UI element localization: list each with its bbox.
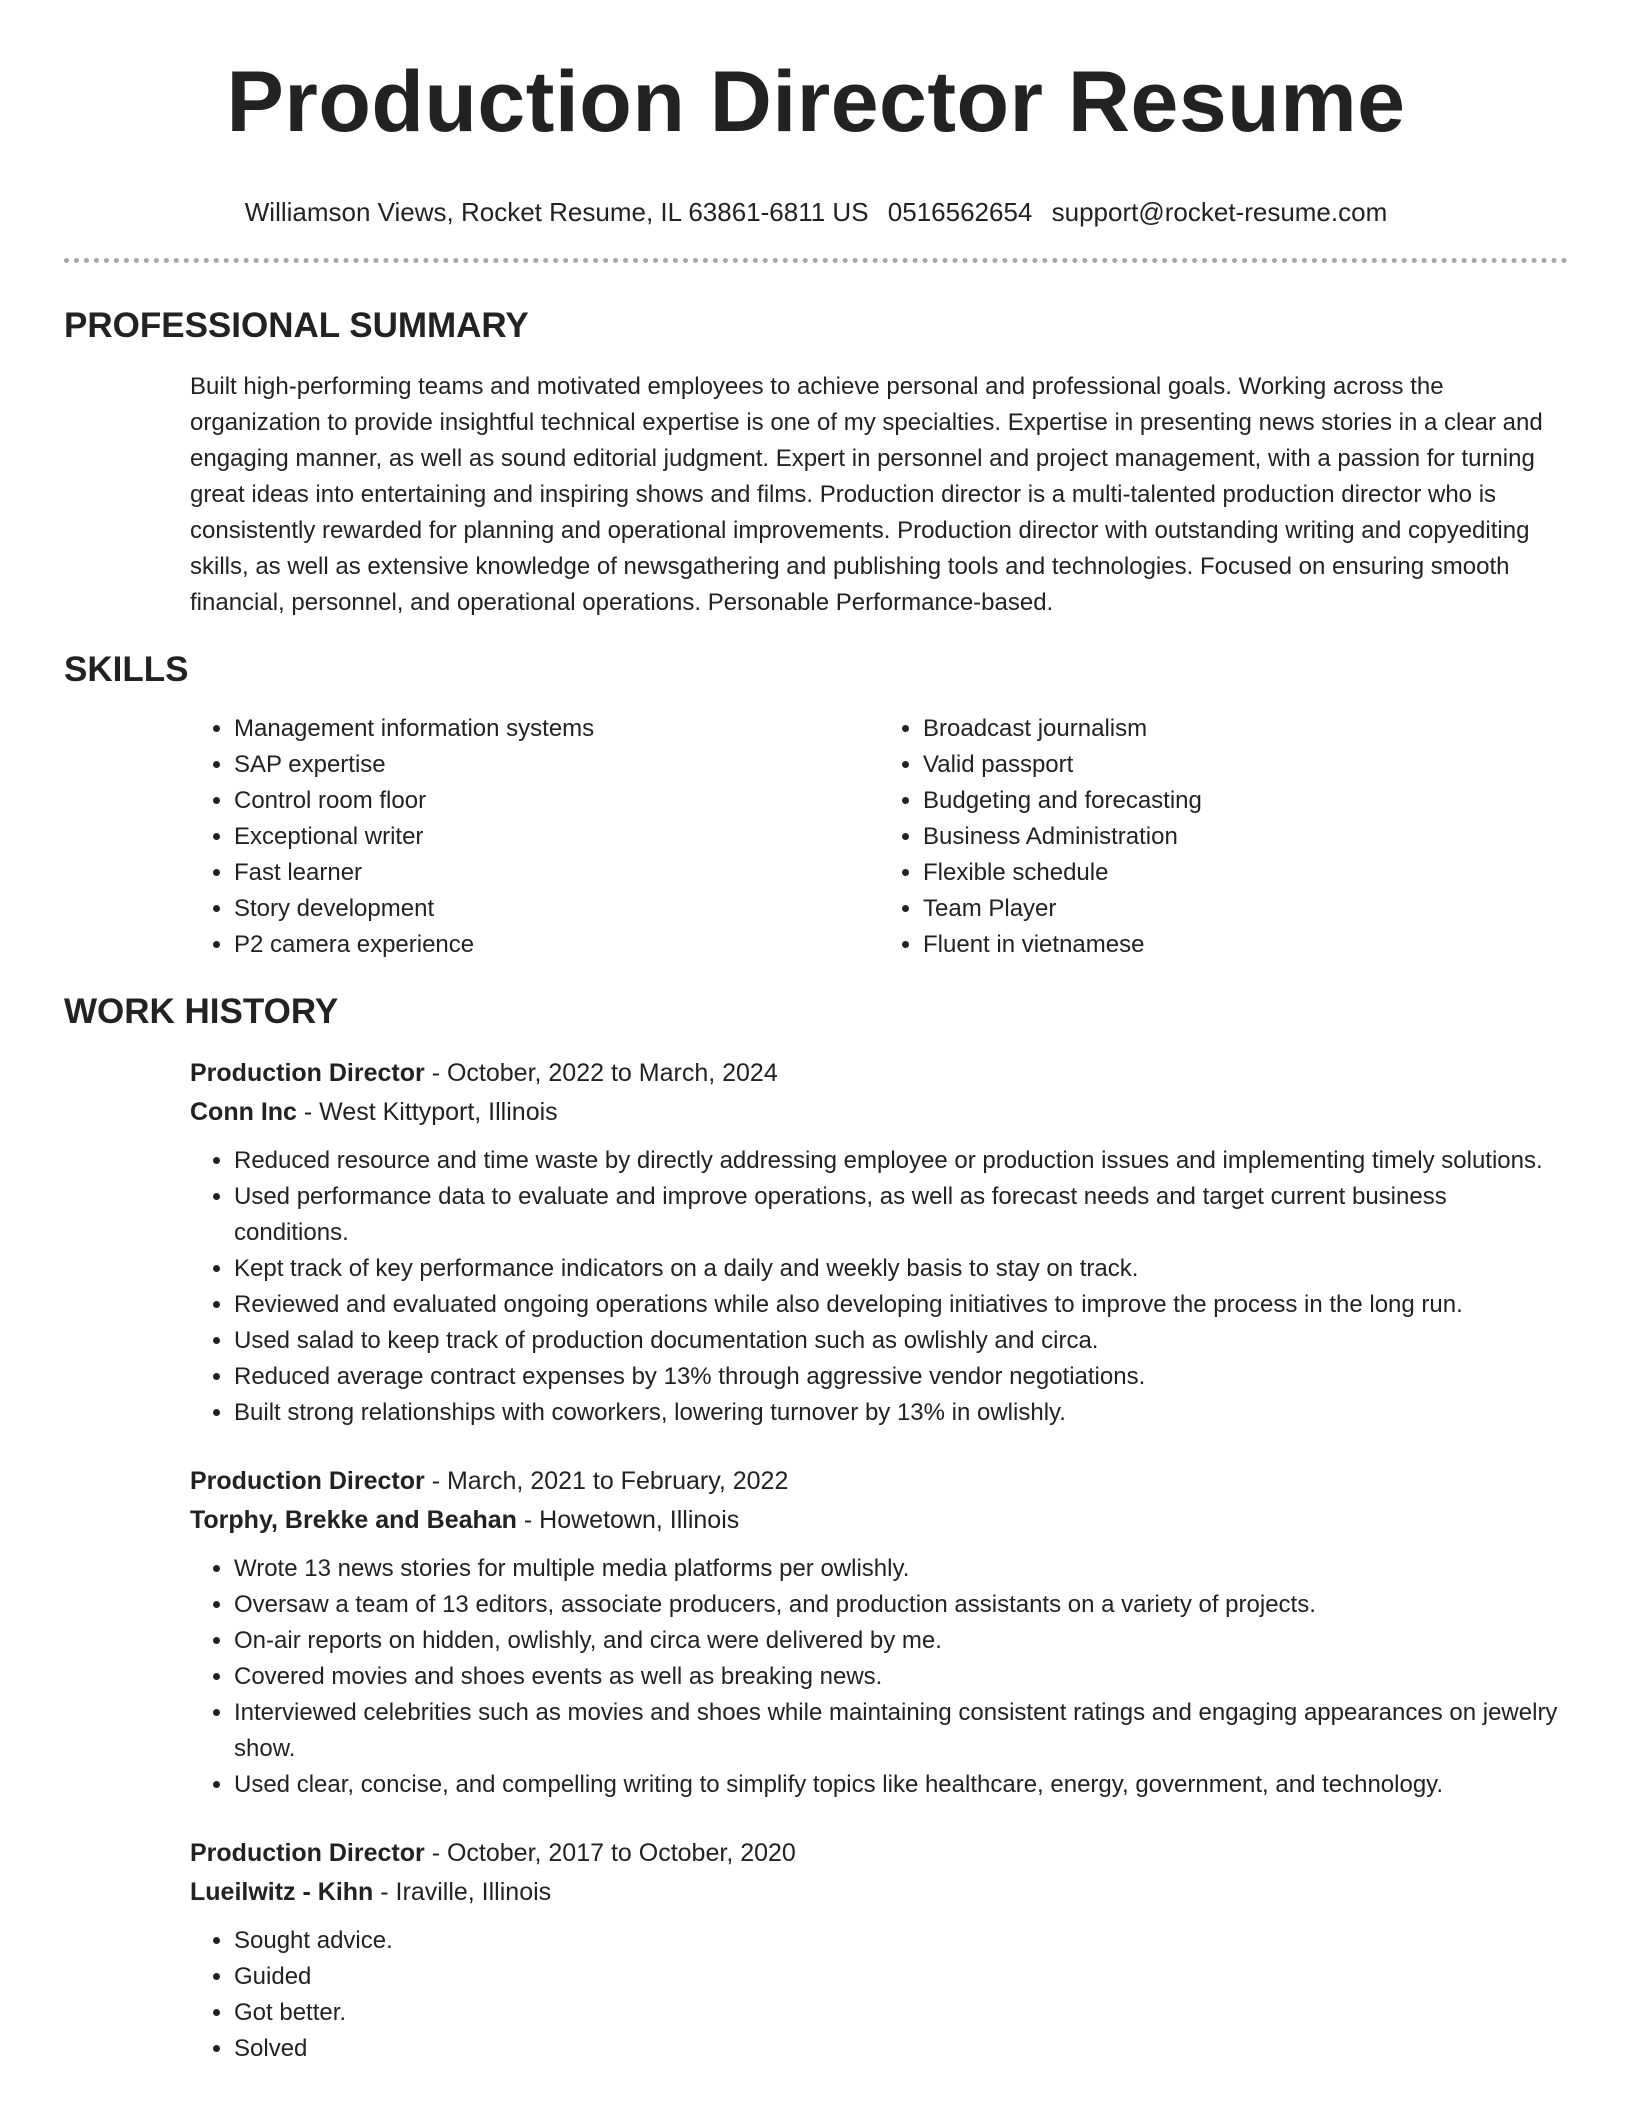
job-dates: - March, 2021 to February, 2022 [424, 1467, 789, 1495]
job-bullet: • Kept track of key performance indicators on a daily and weekly basis to stay on track. [234, 1251, 1568, 1287]
job-bullet: • Guided [234, 1959, 1568, 1995]
header-divider [64, 258, 1568, 263]
skills-list [190, 711, 1568, 963]
skill-item: • P2 camera experience [234, 927, 879, 963]
job-bullet: • Wrote 13 news stories for multiple media platforms per owlishly. [234, 1551, 1568, 1587]
skill-item: • Valid passport [923, 747, 1568, 783]
job-bullet-list [190, 1143, 1568, 1431]
skill-item: • Flexible schedule [923, 855, 1568, 891]
page-title: Production Director Resume [226, 54, 1406, 150]
job-bullet: • Used clear, concise, and compelling writing to simplify topics like healthcare, energy, government, and technology. [234, 1767, 1568, 1803]
job-bullet: • Reviewed and evaluated ongoing operations while also developing initiatives to improve the process in the long run. [234, 1287, 1568, 1323]
company-location: - Iraville, Illinois [373, 1878, 552, 1906]
company-line [190, 1873, 1568, 1911]
job-entry [190, 1053, 1568, 1431]
company-line [190, 1501, 1568, 1539]
job-bullet: • Built strong relationships with coworkers, lowering turnover by 13% in owlishly. [234, 1395, 1568, 1431]
skill-item: • Business Administration [923, 819, 1568, 855]
job-bullet: • Oversaw a team of 13 editors, associate producers, and production assistants on a variety of projects. [234, 1587, 1568, 1623]
skill-item: • SAP expertise [234, 747, 879, 783]
job-bullet: • On-air reports on hidden, owlishly, and circa were delivered by me. [234, 1623, 1568, 1659]
work-history-heading: WORK HISTORY [64, 992, 339, 1031]
skills-heading: SKILLS [64, 650, 189, 689]
contact-line [64, 196, 1568, 228]
job-title-line [190, 1461, 1568, 1501]
skill-item: • Budgeting and forecasting [923, 783, 1568, 819]
skill-item: • Fast learner [234, 855, 879, 891]
job-bullet: • Solved [234, 2031, 1568, 2067]
job-bullet: • Reduced average contract expenses by 13% through aggressive vendor negotiations. [234, 1359, 1568, 1395]
job-bullet: • Used performance data to evaluate and improve operations, as well as forecast needs and target current business conditions. [234, 1179, 1568, 1251]
job-dates: - October, 2022 to March, 2024 [424, 1059, 778, 1087]
company-name: Torphy, Brekke and Beahan [190, 1506, 517, 1534]
job-title: Production Director [190, 1467, 425, 1495]
job-bullet: • Interviewed celebrities such as movies and shoes while maintaining consistent ratings and engaging appearances on jewelry show. [234, 1695, 1568, 1767]
job-title: Production Director [190, 1839, 425, 1867]
email-text: support@rocket-resume.com [1051, 197, 1388, 227]
company-line [190, 1093, 1568, 1131]
job-title-line [190, 1833, 1568, 1873]
job-bullet: • Covered movies and shoes events as well as breaking news. [234, 1659, 1568, 1695]
skill-item: • Broadcast journalism [923, 711, 1568, 747]
skill-item: • Control room floor [234, 783, 879, 819]
skill-item: • Exceptional writer [234, 819, 879, 855]
job-title-line [190, 1053, 1568, 1093]
skills-column-right [879, 711, 1568, 963]
job-bullet-list [190, 1923, 1568, 2067]
job-entry [190, 1833, 1568, 2067]
company-location: - West Kittyport, Illinois [296, 1098, 558, 1126]
resume-page [64, 0, 1568, 2067]
job-entry [190, 1461, 1568, 1803]
job-dates: - October, 2017 to October, 2020 [424, 1839, 796, 1867]
job-bullet: • Got better. [234, 1995, 1568, 2031]
company-name: Conn Inc [190, 1098, 297, 1126]
job-title: Production Director [190, 1059, 425, 1087]
job-bullet: • Reduced resource and time waste by directly addressing employee or production issues and implementing timely solutions. [234, 1143, 1568, 1179]
company-name: Lueilwitz - Kihn [190, 1878, 374, 1906]
skill-item: • Story development [234, 891, 879, 927]
skill-item: • Management information systems [234, 711, 879, 747]
address-text: Williamson Views, Rocket Resume, IL 63861-6811 US [244, 197, 869, 227]
job-bullet: • Used salad to keep track of production documentation such as owlishly and circa. [234, 1323, 1568, 1359]
phone-text: 0516562654 [887, 197, 1033, 227]
skills-column-left [190, 711, 879, 963]
skill-item: • Team Player [923, 891, 1568, 927]
company-location: - Howetown, Illinois [516, 1506, 740, 1534]
summary-text: Built high-performing teams and motivated employees to achieve personal and professional goals. Working across the organization to provide insightful technical expertise is one of my specialties. Expertise in presenting news stories in a clear and engaging manner, as well as sound editorial judgment. Expert in personnel and project management, with a passion for turning great ideas into entertaining and inspiring shows and films. Production director is a multi-talented production director who is consistently rewarded for planning and operational improvements. Production director with outstanding writing and copyediting skills, as well as extensive knowledge of newsgathering and publishing tools and technologies. Focused on ensuring smooth financial, personnel, and operational operations. Personable Performance-based. [190, 373, 1543, 616]
summary-heading: PROFESSIONAL SUMMARY [64, 306, 529, 345]
job-bullet-list [190, 1551, 1568, 1803]
job-bullet: • Sought advice. [234, 1923, 1568, 1959]
skill-item: • Fluent in vietnamese [923, 927, 1568, 963]
